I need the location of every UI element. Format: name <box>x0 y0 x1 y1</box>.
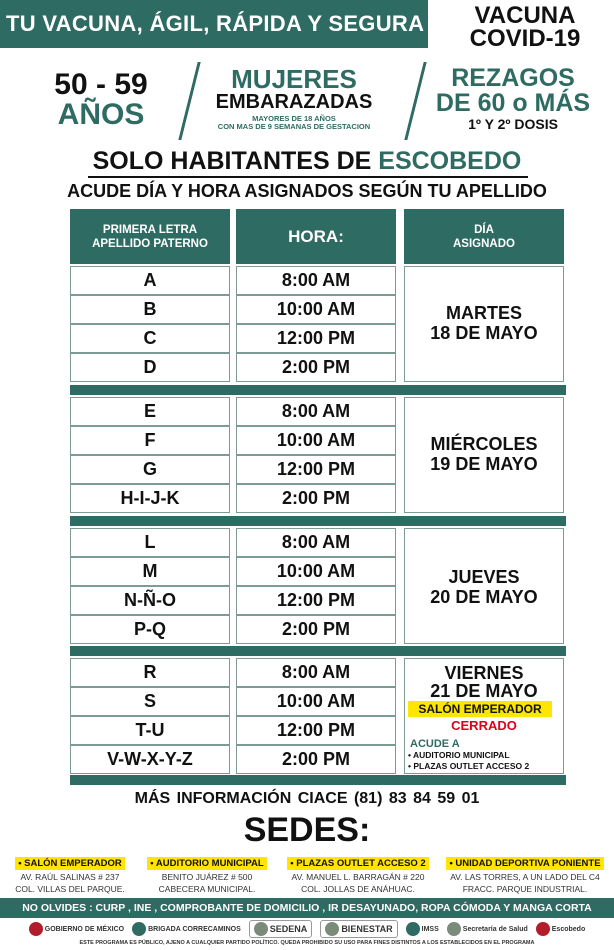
letter-cell: N-Ñ-O <box>70 586 230 615</box>
day-date: 21 DE MAYO <box>430 681 538 701</box>
sedena-logo: SEDENA <box>249 920 313 938</box>
backlog-line2: DE 60 o MÁS <box>435 89 591 117</box>
day-cell <box>404 397 564 513</box>
header-letter-line2: APELLIDO PATERNO <box>92 237 208 250</box>
heading-underline <box>88 176 528 178</box>
time-cell: 2:00 PM <box>236 615 396 644</box>
header-day-line2: ASIGNADO <box>453 237 515 250</box>
day-cell <box>404 266 564 382</box>
letter-cell: R <box>70 658 230 687</box>
time-cell: 2:00 PM <box>236 484 396 513</box>
venue-address: AV. MANUEL L. BARRAGÁN # 220 <box>291 872 425 882</box>
day-date: 19 DE MAYO <box>430 454 538 474</box>
letter-cell: E <box>70 397 230 426</box>
requirements-bar: NO OLVIDES : CURP , INE , COMPROBANTE DE DOMICILIO , IR DESAYUNADO, ROPA CÓMODA Y MANGA CORTA <box>0 898 614 918</box>
time-cell: 12:00 PM <box>236 716 396 745</box>
group-separator <box>70 516 566 526</box>
time-cell: 8:00 AM <box>236 397 396 426</box>
pregnant-line1: MUJERES <box>231 64 357 94</box>
venue-address: COL. JOLLAS DE ANÁHUAC. <box>301 884 415 894</box>
venue-address: BENITO JUÁREZ # 500 <box>161 872 253 882</box>
venue-address: AV. RAÚL SALINAS # 237 <box>20 872 120 882</box>
alternative-title: ACUDE A <box>410 738 460 750</box>
letter-cell: L <box>70 528 230 557</box>
day-date: 18 DE MAYO <box>430 323 538 343</box>
age-range: 50 - 59 <box>54 68 148 101</box>
imss-logo: IMSS <box>406 922 439 936</box>
age-category <box>36 70 166 130</box>
backlog-category <box>422 66 604 133</box>
time-cell: 8:00 AM <box>236 266 396 295</box>
letter-cell: C <box>70 324 230 353</box>
header-hour: HORA: <box>236 209 396 264</box>
letter-cell: S <box>70 687 230 716</box>
venue-name: • AUDITORIO MUNICIPAL <box>147 857 266 870</box>
emblem-icon <box>325 922 339 936</box>
letter-cell: F <box>70 426 230 455</box>
city-name: ESCOBEDO <box>378 147 522 175</box>
residents-only-heading <box>0 148 614 175</box>
instruction-text: ACUDE DÍA Y HORA ASIGNADOS SEGÚN TU APELLIDO <box>67 181 547 201</box>
venue-address: CABECERA MUNICIPAL. <box>158 884 256 894</box>
letter-cell: M <box>70 557 230 586</box>
sedes-title: SEDES: <box>243 811 371 849</box>
letter-cell: T-U <box>70 716 230 745</box>
vaccine-title <box>440 4 610 50</box>
header-letter-line1: PRIMERA LETRA <box>102 223 198 236</box>
time-cell: 12:00 PM <box>236 455 396 484</box>
letter-cell: P-Q <box>70 615 230 644</box>
municipal-icon <box>536 922 550 936</box>
vaccine-title-line2: COVID-19 <box>469 25 581 52</box>
time-cell: 10:00 AM <box>236 295 396 324</box>
more-info: MÁS INFORMACIÓN CIACE (81) 83 84 59 01 <box>134 790 480 807</box>
letter-cell: H-I-J-K <box>70 484 230 513</box>
brigade-icon <box>132 922 146 936</box>
residents-only-prefix: SOLO HABITANTES DE <box>92 147 379 175</box>
gobierno-mexico-logo: GOBIERNO DE MÉXICO <box>29 922 124 936</box>
letter-cell: V-W-X-Y-Z <box>70 745 230 774</box>
venue-address: COL. VILLAS DEL PARQUE. <box>15 884 125 894</box>
shield-icon <box>254 922 268 936</box>
pregnant-category <box>196 66 392 131</box>
venue-item <box>440 853 610 895</box>
venue-item <box>6 853 134 895</box>
day-cell <box>404 528 564 644</box>
day-name: JUEVES <box>448 567 520 587</box>
group-separator <box>70 775 566 785</box>
escobedo-logo: Escobedo <box>536 922 585 936</box>
backlog-line1: REZAGOS <box>451 64 575 92</box>
venue-item <box>278 853 438 895</box>
brigada-logo: BRIGADA CORRECAMINOS <box>132 922 241 936</box>
venue-address: FRACC. PARQUE INDUSTRIAL. <box>462 884 588 894</box>
time-cell: 10:00 AM <box>236 426 396 455</box>
header-letter <box>70 209 230 264</box>
slogan-banner: TU VACUNA, ÁGIL, RÁPIDA Y SEGURA <box>0 0 428 48</box>
legal-disclaimer: ESTE PROGRAMA ES PÚBLICO, AJENO A CUALQUIER PARTIDO POLÍTICO. QUEDA PROHIBIDO SU USO PARA FINES DISTINTOS A LOS ESTABLECIDOS EN EL PROGRAMA <box>79 940 535 946</box>
header-day-line1: DÍA <box>474 223 494 236</box>
salud-logo: Secretaría de Salud <box>447 922 528 936</box>
pregnant-note1: MAYORES DE 18 AÑOS <box>252 114 336 123</box>
header-day <box>404 209 564 264</box>
vaccine-title-line1: VACUNA <box>474 2 576 29</box>
time-cell: 10:00 AM <box>236 557 396 586</box>
time-cell: 12:00 PM <box>236 586 396 615</box>
eagle-icon <box>29 922 43 936</box>
closed-notice: CERRADO <box>451 718 517 733</box>
day-name: MIÉRCOLES <box>430 434 538 454</box>
alternative-venue: • PLAZAS OUTLET ACCESO 2 <box>408 761 530 771</box>
day-date: 20 DE MAYO <box>430 587 538 607</box>
pregnant-line2: EMBARAZADAS <box>215 91 373 113</box>
venue-item <box>140 853 274 895</box>
venue-address: AV. LAS TORRES, A UN LADO DEL C4 <box>450 872 600 882</box>
letter-cell: A <box>70 266 230 295</box>
letter-cell: B <box>70 295 230 324</box>
venue-name: • PLAZAS OUTLET ACCESO 2 <box>287 857 428 870</box>
letter-cell: G <box>70 455 230 484</box>
logo-row <box>0 918 614 940</box>
imss-icon <box>406 922 420 936</box>
group-separator <box>70 646 566 656</box>
alternative-venue: • AUDITORIO MUNICIPAL <box>408 750 510 760</box>
venue-name: • SALÓN EMPERADOR <box>15 857 125 870</box>
time-cell: 12:00 PM <box>236 324 396 353</box>
pregnant-note2: CON MAS DE 9 SEMANAS DE GESTACION <box>217 122 371 131</box>
venue-name: • UNIDAD DEPORTIVA PONIENTE <box>446 857 603 870</box>
group-separator <box>70 385 566 395</box>
time-cell: 10:00 AM <box>236 687 396 716</box>
time-cell: 8:00 AM <box>236 528 396 557</box>
letter-cell: D <box>70 353 230 382</box>
day-name: MARTES <box>446 303 522 323</box>
time-cell: 8:00 AM <box>236 658 396 687</box>
venue-notice: SALÓN EMPERADOR <box>408 701 552 717</box>
bienestar-logo: BIENESTAR <box>320 920 397 938</box>
health-icon <box>447 922 461 936</box>
time-cell: 2:00 PM <box>236 353 396 382</box>
day-name: VIERNES <box>444 663 524 683</box>
age-unit: AÑOS <box>57 98 145 131</box>
backlog-doses: 1º Y 2º DOSIS <box>468 116 558 132</box>
time-cell: 2:00 PM <box>236 745 396 774</box>
